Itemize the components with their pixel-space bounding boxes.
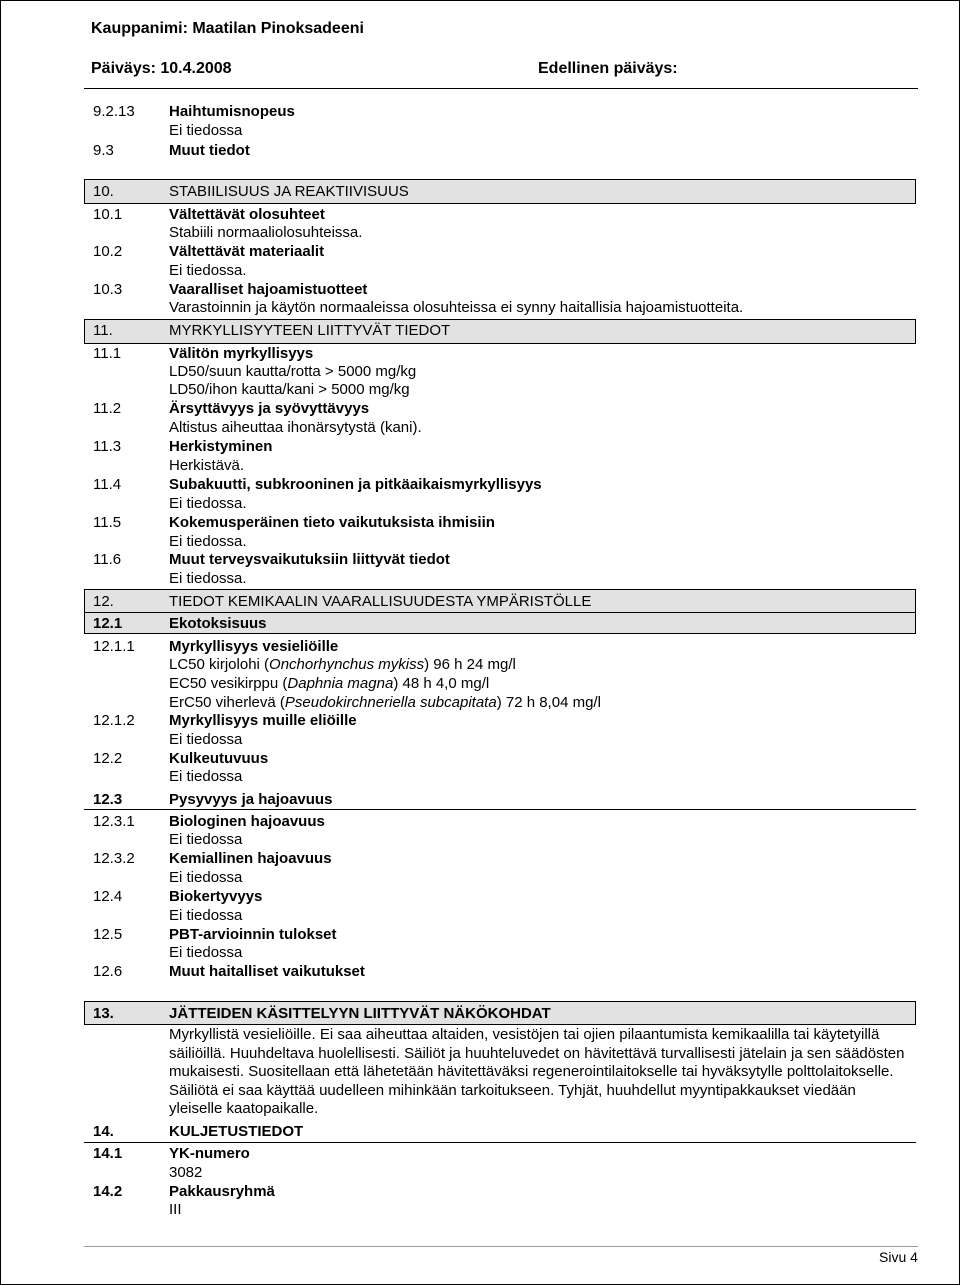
section-number-13: 13. [93, 1005, 114, 1022]
heading-ecotoxicity: Ekotoksisuus [169, 615, 267, 632]
heading-evaporation-rate: Haihtumisnopeus [169, 103, 295, 120]
section-title-13: JÄTTEIDEN KÄSITTELYYN LIITTYVÄT NÄKÖKOHDAT [169, 1005, 551, 1022]
section-number-12-3-1: 12.3.1 [93, 813, 135, 830]
value-ld50-oral: LD50/suun kautta/rotta > 5000 mg/kg [169, 363, 417, 380]
section-number-10: 10. [93, 183, 114, 200]
heading-sensitisation: Herkistyminen [169, 438, 273, 455]
heading-mobility: Kulkeutuvuus [169, 750, 269, 767]
value-irritation-corrosion: Altistus aiheuttaa ihonärsytystä (kani). [169, 419, 422, 436]
value-conditions-to-avoid: Stabiili normaaliolosuhteissa. [169, 224, 363, 241]
species-daphnia: Daphnia magna [287, 675, 394, 692]
section-number-11-3: 11.3 [93, 438, 122, 455]
section-title-11: MYRKYLLISYYTEEN LIITTYVÄT TIEDOT [169, 322, 451, 339]
underline-14 [84, 1142, 916, 1143]
section-number-14: 14. [93, 1123, 114, 1140]
section-number-12-4: 12.4 [93, 888, 123, 905]
value-evaporation-rate: Ei tiedossa [169, 122, 243, 139]
section-number-11-6: 11.6 [93, 551, 122, 568]
value-bioaccumulation: Ei tiedossa [169, 907, 243, 924]
value-pbt-assessment: Ei tiedossa [169, 944, 243, 961]
section-number-9-3: 9.3 [93, 142, 114, 159]
section-number-11: 11. [93, 322, 113, 339]
company-name: Kauppanimi: Maatilan Pinoksadeeni [91, 20, 364, 37]
page-number: Sivu 4 [879, 1249, 918, 1265]
section-title-14: KULJETUSTIEDOT [169, 1123, 304, 1140]
section-number-12-3-2: 12.3.2 [93, 850, 135, 867]
species-rainbow-trout: Onchorhynchus mykiss [269, 656, 425, 673]
section-number-14-2: 14.2 [93, 1183, 123, 1200]
section-title-12: TIEDOT KEMIKAALIN VAARALLISUUDESTA YMPÄRISTÖLLE [169, 593, 592, 610]
heading-materials-to-avoid: Vältettävät materiaalit [169, 243, 325, 260]
section-number-11-2: 11.2 [93, 400, 122, 417]
value-ld50-dermal: LD50/ihon kautta/kani > 5000 mg/kg [169, 381, 410, 398]
section-number-12-5: 12.5 [93, 926, 123, 943]
value-ec50-daphnia: EC50 vesikirppu (Daphnia magna) 48 h 4,0 mg/l [169, 675, 490, 692]
species-algae: Pseudokirchneriella subcapitata [284, 694, 497, 711]
section-number-12-1-2: 12.1.2 [93, 712, 135, 729]
value-erc50-algae: ErC50 viherlevä (Pseudokirchneriella subcapitata) 72 h 8,04 mg/l [169, 694, 601, 711]
footer-divider [84, 1246, 918, 1247]
value-biodegradability: Ei tiedossa [169, 831, 243, 848]
value-decomposition-products: Varastoinnin ja käytön normaaleissa olosuhteissa ei synny haitallisia hajoamistuotteita. [169, 299, 744, 316]
section-number-11-5: 11.5 [93, 514, 122, 531]
section-number-11-4: 11.4 [93, 476, 122, 493]
section-number-12: 12. [93, 593, 114, 610]
underline-12-3 [84, 809, 916, 810]
value-other-health-effects: Ei tiedossa. [169, 570, 247, 587]
document-date: Päiväys: 10.4.2008 [91, 60, 232, 77]
heading-other-health-effects: Muut terveysvaikutuksiin liittyvät tiedot [169, 551, 450, 568]
value-human-experience: Ei tiedossa. [169, 533, 247, 550]
heading-decomposition-products: Vaaralliset hajoamistuotteet [169, 281, 368, 298]
section-number-12-3: 12.3 [93, 791, 123, 808]
heading-chemical-degradability: Kemiallinen hajoavuus [169, 850, 332, 867]
section-number-12-6: 12.6 [93, 963, 123, 980]
heading-irritation-corrosion: Ärsyttävyys ja syövyttävyys [169, 400, 370, 417]
section-title-10: STABIILISUUS JA REAKTIIVISUUS [169, 183, 409, 200]
heading-conditions-to-avoid: Vältettävät olosuhteet [169, 206, 325, 223]
section-number-14-1: 14.1 [93, 1145, 123, 1162]
heading-aquatic-toxicity: Myrkyllisyys vesieliöille [169, 638, 339, 655]
value-un-number: 3082 [169, 1164, 203, 1181]
disposal-text: Myrkyllistä vesieliöille. Ei saa aiheuttaa altaiden, vesistöjen tai ojien pilaantumista kemikaalilla tai käytetyillä säiliöillä. Huuhdeltava huolellisesti. Säiliöt ja huuhteluvedet on hävitettävä turvallisesti jätelain ja sen säädösten mukaisesti. Suositellaan että lähetetään hävitettäväksi regenerointilaitokselle tai hyväksytylle polttolaitokselle. Säiliötä ei saa käyttää uudelleen mihinkään tarkoitukseen. Tyhjät, huuhdellut myyntipakkaukset viedään yleiselle kaatopaikalle. [169, 1026, 905, 1117]
value-packing-group: III [169, 1201, 182, 1218]
heading-pbt-assessment: PBT-arvioinnin tulokset [169, 926, 337, 943]
value-chronic-toxicity: Ei tiedossa. [169, 495, 247, 512]
value-materials-to-avoid: Ei tiedossa. [169, 262, 247, 279]
heading-persistence-degradability: Pysyvyys ja hajoavuus [169, 791, 333, 808]
heading-human-experience: Kokemusperäinen tieto vaikutuksista ihmisiin [169, 514, 495, 531]
heading-acute-toxicity: Välitön myrkyllisyys [169, 345, 314, 362]
heading-bioaccumulation: Biokertyvyys [169, 888, 263, 905]
heading-toxicity-other-organisms: Myrkyllisyys muille eliöille [169, 712, 357, 729]
value-toxicity-other-organisms: Ei tiedossa [169, 731, 243, 748]
heading-other-info: Muut tiedot [169, 142, 250, 159]
section-number-11-1: 11.1 [93, 345, 122, 362]
heading-biodegradability: Biologinen hajoavuus [169, 813, 325, 830]
heading-un-number: YK-numero [169, 1145, 250, 1162]
heading-chronic-toxicity: Subakuutti, subkrooninen ja pitkäaikaismyrkyllisyys [169, 476, 542, 493]
value-chemical-degradability: Ei tiedossa [169, 869, 243, 886]
section-number-12-1: 12.1 [93, 615, 123, 632]
value-lc50-fish: LC50 kirjolohi (Onchorhynchus mykiss) 96 h 24 mg/l [169, 656, 516, 673]
header-divider [84, 88, 918, 89]
heading-packing-group: Pakkausryhmä [169, 1183, 275, 1200]
value-mobility: Ei tiedossa [169, 768, 243, 785]
section-number-12-2: 12.2 [93, 750, 123, 767]
value-sensitisation: Herkistävä. [169, 457, 245, 474]
previous-date-label: Edellinen päiväys: [538, 60, 678, 77]
section-number-10-3: 10.3 [93, 281, 123, 298]
section-number-12-1-1: 12.1.1 [93, 638, 135, 655]
section-number-9-2-13: 9.2.13 [93, 103, 135, 120]
section-number-10-2: 10.2 [93, 243, 123, 260]
section-number-10-1: 10.1 [93, 206, 123, 223]
heading-other-adverse-effects: Muut haitalliset vaikutukset [169, 963, 365, 980]
